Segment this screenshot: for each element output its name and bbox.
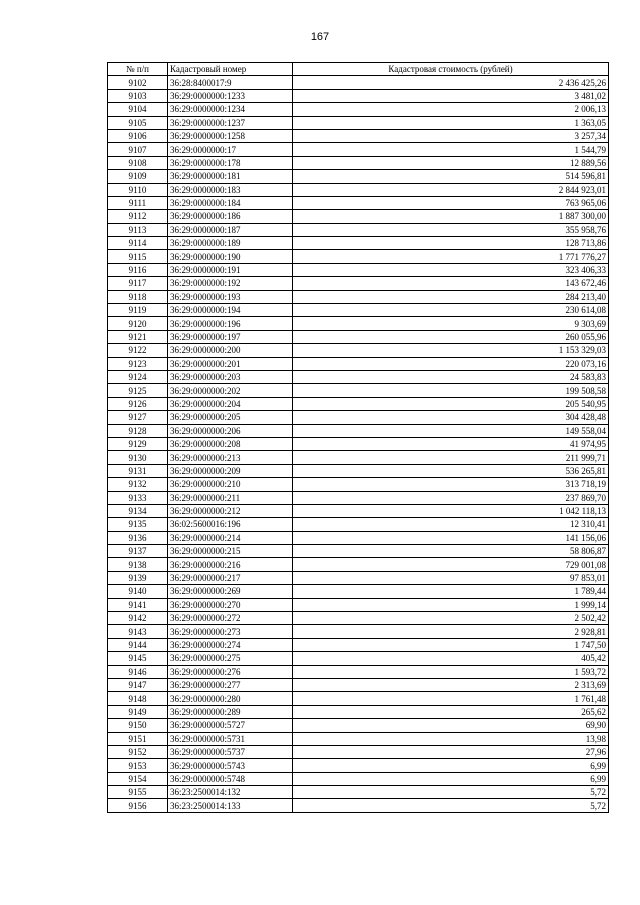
cell-cadastral-number: 36:29:0000000:184 — [168, 196, 293, 209]
cell-cadastral-number: 36:29:0000000:205 — [168, 411, 293, 424]
cell-cadastral-value: 1 761,48 — [293, 692, 609, 705]
table-row — [108, 223, 609, 236]
table-row — [108, 210, 609, 223]
table-row — [108, 116, 609, 129]
cell-index: 9118 — [108, 290, 168, 303]
table-row — [108, 478, 609, 491]
cell-index: 9105 — [108, 116, 168, 129]
table-row — [108, 772, 609, 785]
cell-index: 9129 — [108, 437, 168, 450]
cell-cadastral-number: 36:29:0000000:5727 — [168, 719, 293, 732]
table-row — [108, 277, 609, 290]
cell-index: 9147 — [108, 678, 168, 691]
cell-cadastral-value: 1 593,72 — [293, 665, 609, 678]
table-row — [108, 384, 609, 397]
cell-cadastral-value: 1 042 118,13 — [293, 504, 609, 517]
cell-cadastral-number: 36:29:0000000:5748 — [168, 772, 293, 785]
table-row — [108, 799, 609, 812]
cell-cadastral-value: 9 303,69 — [293, 317, 609, 330]
cell-cadastral-value: 143 672,46 — [293, 277, 609, 290]
cell-cadastral-number: 36:29:0000000:1237 — [168, 116, 293, 129]
cell-index: 9110 — [108, 183, 168, 196]
table-row — [108, 424, 609, 437]
table-row — [108, 531, 609, 544]
cell-cadastral-value: 763 965,06 — [293, 196, 609, 209]
cell-index: 9150 — [108, 719, 168, 732]
cell-cadastral-value: 284 213,40 — [293, 290, 609, 303]
table-row — [108, 290, 609, 303]
table-row — [108, 491, 609, 504]
cell-cadastral-value: 536 265,81 — [293, 464, 609, 477]
cell-cadastral-number: 36:29:0000000:206 — [168, 424, 293, 437]
cell-cadastral-number: 36:29:0000000:187 — [168, 223, 293, 236]
table-row — [108, 330, 609, 343]
cell-cadastral-value: 405,42 — [293, 652, 609, 665]
table-row — [108, 451, 609, 464]
table-row — [108, 678, 609, 691]
cell-index: 9131 — [108, 464, 168, 477]
cell-cadastral-number: 36:29:0000000:192 — [168, 277, 293, 290]
table-row — [108, 504, 609, 517]
cell-index: 9135 — [108, 518, 168, 531]
table-row — [108, 156, 609, 169]
table-row — [108, 196, 609, 209]
cell-cadastral-number: 36:29:0000000:5743 — [168, 759, 293, 772]
table-row — [108, 170, 609, 183]
cadastral-value-table — [107, 62, 609, 813]
cell-cadastral-number: 36:29:0000000:181 — [168, 170, 293, 183]
table-row — [108, 625, 609, 638]
cell-index: 9130 — [108, 451, 168, 464]
cell-cadastral-number: 36:29:0000000:276 — [168, 665, 293, 678]
cell-index: 9148 — [108, 692, 168, 705]
cell-cadastral-number: 36:29:0000000:216 — [168, 558, 293, 571]
cell-index: 9134 — [108, 504, 168, 517]
cell-index: 9103 — [108, 89, 168, 102]
cell-cadastral-number: 36:29:0000000:212 — [168, 504, 293, 517]
cell-index: 9123 — [108, 357, 168, 370]
cell-cadastral-number: 36:29:0000000:275 — [168, 652, 293, 665]
header-index: № п/п — [108, 63, 168, 76]
cell-cadastral-number: 36:29:0000000:1258 — [168, 129, 293, 142]
cell-cadastral-number: 36:29:0000000:5731 — [168, 732, 293, 745]
cell-cadastral-value: 2 006,13 — [293, 103, 609, 116]
page-number: 167 — [310, 31, 330, 43]
cell-index: 9113 — [108, 223, 168, 236]
table-row — [108, 545, 609, 558]
cell-index: 9104 — [108, 103, 168, 116]
cell-cadastral-value: 230 614,08 — [293, 304, 609, 317]
cell-index: 9142 — [108, 612, 168, 625]
cell-index: 9128 — [108, 424, 168, 437]
table-row — [108, 786, 609, 799]
cell-cadastral-number: 36:29:0000000:183 — [168, 183, 293, 196]
cell-cadastral-value: 149 558,04 — [293, 424, 609, 437]
cell-cadastral-value: 12 310,41 — [293, 518, 609, 531]
cell-cadastral-number: 36:23:2500014:132 — [168, 786, 293, 799]
cell-cadastral-number: 36:29:0000000:189 — [168, 237, 293, 250]
cell-cadastral-value: 2 436 425,26 — [293, 76, 609, 89]
cell-index: 9111 — [108, 196, 168, 209]
cell-index: 9114 — [108, 237, 168, 250]
cell-index: 9115 — [108, 250, 168, 263]
cell-cadastral-value: 211 999,71 — [293, 451, 609, 464]
cell-cadastral-value: 6,99 — [293, 759, 609, 772]
table-row — [108, 665, 609, 678]
cell-cadastral-value: 13,98 — [293, 732, 609, 745]
cell-index: 9122 — [108, 344, 168, 357]
cell-cadastral-number: 36:28:8400017:9 — [168, 76, 293, 89]
cell-cadastral-value: 69,90 — [293, 719, 609, 732]
cell-index: 9145 — [108, 652, 168, 665]
cell-cadastral-number: 36:29:0000000:190 — [168, 250, 293, 263]
table-row — [108, 397, 609, 410]
cell-cadastral-value: 97 853,01 — [293, 571, 609, 584]
table-row — [108, 732, 609, 745]
cell-cadastral-number: 36:29:0000000:203 — [168, 370, 293, 383]
table-row — [108, 437, 609, 450]
table-row — [108, 464, 609, 477]
cell-cadastral-number: 36:29:0000000:280 — [168, 692, 293, 705]
cell-index: 9117 — [108, 277, 168, 290]
table-row — [108, 370, 609, 383]
cell-index: 9154 — [108, 772, 168, 785]
table-row — [108, 652, 609, 665]
cell-cadastral-number: 36:29:0000000:191 — [168, 263, 293, 276]
cell-cadastral-value: 1 887 300,00 — [293, 210, 609, 223]
cell-cadastral-value: 3 257,34 — [293, 129, 609, 142]
cell-index: 9138 — [108, 558, 168, 571]
cell-cadastral-number: 36:29:0000000:196 — [168, 317, 293, 330]
cell-cadastral-number: 36:29:0000000:209 — [168, 464, 293, 477]
table-row — [108, 612, 609, 625]
cell-cadastral-value: 1 363,05 — [293, 116, 609, 129]
cell-cadastral-value: 1 747,50 — [293, 638, 609, 651]
table-row — [108, 571, 609, 584]
cell-cadastral-value: 1 771 776,27 — [293, 250, 609, 263]
cell-index: 9151 — [108, 732, 168, 745]
cell-index: 9141 — [108, 598, 168, 611]
cell-index: 9120 — [108, 317, 168, 330]
cell-cadastral-number: 36:02:5600016:196 — [168, 518, 293, 531]
cell-index: 9149 — [108, 705, 168, 718]
cell-cadastral-value: 304 428,48 — [293, 411, 609, 424]
cell-index: 9125 — [108, 384, 168, 397]
table-row — [108, 103, 609, 116]
table-row — [108, 183, 609, 196]
cell-index: 9136 — [108, 531, 168, 544]
table-row — [108, 263, 609, 276]
cell-index: 9119 — [108, 304, 168, 317]
table-row — [108, 357, 609, 370]
cell-cadastral-value: 313 718,19 — [293, 478, 609, 491]
cell-cadastral-number: 36:29:0000000:186 — [168, 210, 293, 223]
cell-index: 9127 — [108, 411, 168, 424]
cell-cadastral-number: 36:29:0000000:211 — [168, 491, 293, 504]
cell-cadastral-value: 265,62 — [293, 705, 609, 718]
cell-cadastral-value: 6,99 — [293, 772, 609, 785]
cell-cadastral-number: 36:29:0000000:5737 — [168, 745, 293, 758]
cell-cadastral-number: 36:29:0000000:289 — [168, 705, 293, 718]
cell-cadastral-value: 2 844 923,01 — [293, 183, 609, 196]
table-row — [108, 638, 609, 651]
cell-cadastral-value: 2 928,81 — [293, 625, 609, 638]
cell-cadastral-value: 1 789,44 — [293, 585, 609, 598]
cell-index: 9109 — [108, 170, 168, 183]
cell-cadastral-value: 27,96 — [293, 745, 609, 758]
cell-index: 9156 — [108, 799, 168, 812]
cell-cadastral-value: 220 073,16 — [293, 357, 609, 370]
table-row — [108, 89, 609, 102]
cell-cadastral-value: 199 508,58 — [293, 384, 609, 397]
cell-index: 9102 — [108, 76, 168, 89]
table-row — [108, 304, 609, 317]
cell-index: 9139 — [108, 571, 168, 584]
table-row — [108, 745, 609, 758]
cell-cadastral-value: 237 869,70 — [293, 491, 609, 504]
cell-cadastral-value: 260 055,96 — [293, 330, 609, 343]
cell-index: 9152 — [108, 745, 168, 758]
table-row — [108, 317, 609, 330]
cell-index: 9144 — [108, 638, 168, 651]
table-row — [108, 719, 609, 732]
cell-cadastral-number: 36:29:0000000:214 — [168, 531, 293, 544]
cell-cadastral-number: 36:29:0000000:201 — [168, 357, 293, 370]
table-row — [108, 344, 609, 357]
cell-cadastral-number: 36:29:0000000:204 — [168, 397, 293, 410]
cell-cadastral-value: 514 596,81 — [293, 170, 609, 183]
table-row — [108, 76, 609, 89]
cell-cadastral-number: 36:29:0000000:178 — [168, 156, 293, 169]
table-row — [108, 237, 609, 250]
cell-cadastral-value: 12 889,56 — [293, 156, 609, 169]
cell-index: 9140 — [108, 585, 168, 598]
cell-index: 9143 — [108, 625, 168, 638]
cell-cadastral-value: 1 999,14 — [293, 598, 609, 611]
table-row — [108, 759, 609, 772]
cell-index: 9108 — [108, 156, 168, 169]
cell-cadastral-number: 36:29:0000000:270 — [168, 598, 293, 611]
table-row — [108, 705, 609, 718]
cell-index: 9116 — [108, 263, 168, 276]
cell-index: 9132 — [108, 478, 168, 491]
cell-index: 9137 — [108, 545, 168, 558]
cell-index: 9107 — [108, 143, 168, 156]
cell-index: 9121 — [108, 330, 168, 343]
cell-cadastral-value: 128 713,86 — [293, 237, 609, 250]
cell-cadastral-number: 36:29:0000000:17 — [168, 143, 293, 156]
cell-cadastral-number: 36:29:0000000:215 — [168, 545, 293, 558]
cell-cadastral-number: 36:29:0000000:1233 — [168, 89, 293, 102]
cell-cadastral-number: 36:29:0000000:217 — [168, 571, 293, 584]
cell-index: 9106 — [108, 129, 168, 142]
cell-cadastral-number: 36:29:0000000:208 — [168, 437, 293, 450]
cell-cadastral-value: 5,72 — [293, 799, 609, 812]
cell-index: 9133 — [108, 491, 168, 504]
cell-cadastral-number: 36:29:0000000:202 — [168, 384, 293, 397]
cell-cadastral-value: 205 540,95 — [293, 397, 609, 410]
cell-cadastral-number: 36:29:0000000:193 — [168, 290, 293, 303]
cell-cadastral-value: 1 544,79 — [293, 143, 609, 156]
cell-cadastral-number: 36:29:0000000:273 — [168, 625, 293, 638]
cell-index: 9146 — [108, 665, 168, 678]
cell-cadastral-value: 2 502,42 — [293, 612, 609, 625]
cell-cadastral-number: 36:29:0000000:274 — [168, 638, 293, 651]
cell-cadastral-number: 36:29:0000000:213 — [168, 451, 293, 464]
header-cadastral-value: Кадастровая стоимость (рублей) — [293, 63, 609, 76]
cell-index: 9124 — [108, 370, 168, 383]
cell-cadastral-value: 729 001,08 — [293, 558, 609, 571]
table-row — [108, 129, 609, 142]
cell-cadastral-number: 36:29:0000000:197 — [168, 330, 293, 343]
cell-cadastral-value: 5,72 — [293, 786, 609, 799]
cell-cadastral-value: 3 481,02 — [293, 89, 609, 102]
cell-cadastral-number: 36:29:0000000:1234 — [168, 103, 293, 116]
cell-index: 9153 — [108, 759, 168, 772]
cell-cadastral-value: 2 313,69 — [293, 678, 609, 691]
cell-cadastral-value: 141 156,06 — [293, 531, 609, 544]
table-body — [108, 76, 609, 812]
cell-cadastral-value: 1 153 329,03 — [293, 344, 609, 357]
cell-cadastral-value: 24 583,83 — [293, 370, 609, 383]
table-row — [108, 598, 609, 611]
header-cadastral-number: Кадастровый номер — [168, 63, 293, 76]
table-row — [108, 585, 609, 598]
cell-cadastral-number: 36:29:0000000:272 — [168, 612, 293, 625]
table-row — [108, 518, 609, 531]
cell-index: 9112 — [108, 210, 168, 223]
cell-cadastral-value: 355 958,76 — [293, 223, 609, 236]
cell-cadastral-value: 41 974,95 — [293, 437, 609, 450]
table-row — [108, 250, 609, 263]
cell-index: 9155 — [108, 786, 168, 799]
cell-cadastral-number: 36:29:0000000:210 — [168, 478, 293, 491]
cell-cadastral-number: 36:29:0000000:200 — [168, 344, 293, 357]
cell-cadastral-number: 36:23:2500014:133 — [168, 799, 293, 812]
cell-cadastral-number: 36:29:0000000:277 — [168, 678, 293, 691]
cell-cadastral-number: 36:29:0000000:194 — [168, 304, 293, 317]
cell-index: 9126 — [108, 397, 168, 410]
table-row — [108, 143, 609, 156]
cell-cadastral-value: 58 806,87 — [293, 545, 609, 558]
table-row — [108, 558, 609, 571]
cell-cadastral-value: 323 406,33 — [293, 263, 609, 276]
table-row — [108, 411, 609, 424]
table-row — [108, 692, 609, 705]
table-header-row — [108, 63, 609, 76]
cell-cadastral-number: 36:29:0000000:269 — [168, 585, 293, 598]
